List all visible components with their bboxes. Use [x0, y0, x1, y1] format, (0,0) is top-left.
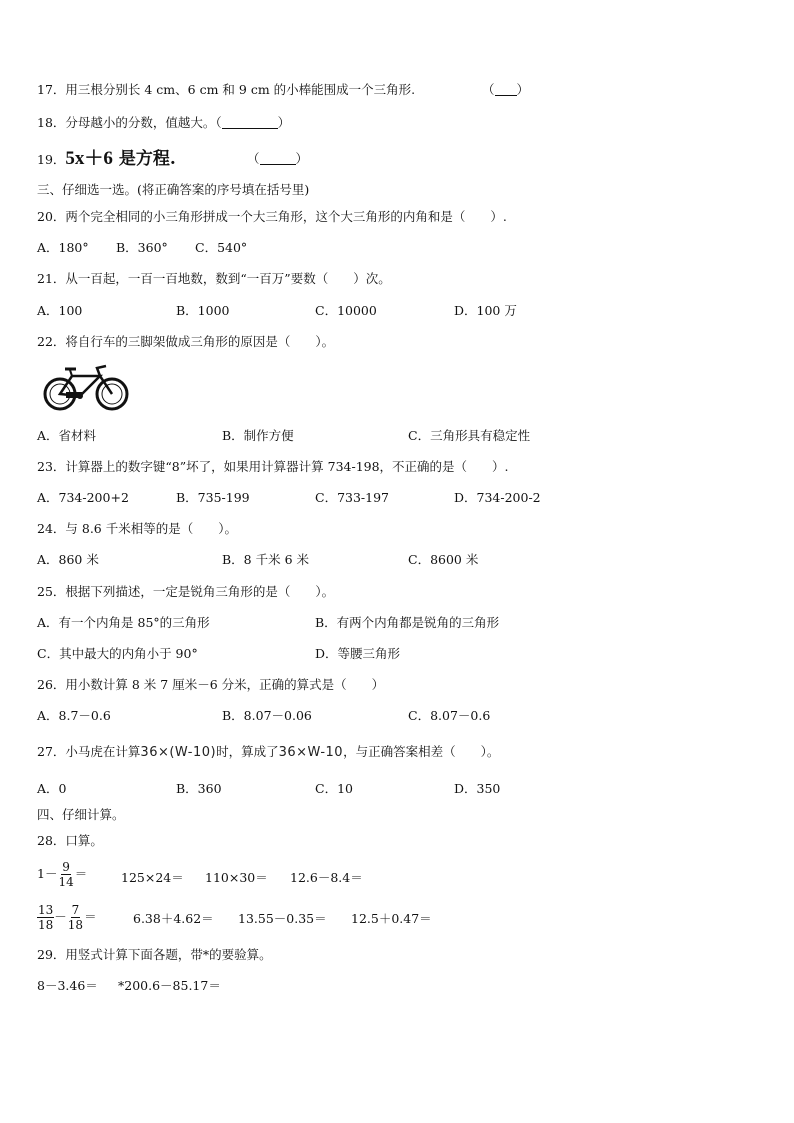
- option-a[interactable]: A．860 米: [37, 552, 99, 567]
- option-b[interactable]: B．360°: [116, 240, 168, 255]
- option-c[interactable]: C．10: [315, 781, 353, 796]
- question-text: 是方程.: [112, 149, 176, 169]
- question-text: 用三根分别长 4 cm、6 cm 和 9 cm 的小棒能围成一个三角形.: [65, 82, 416, 97]
- question-number: 25．: [37, 584, 66, 599]
- option-a[interactable]: A．100: [37, 303, 83, 318]
- equation-expression: 5x＋6: [65, 148, 113, 169]
- question-number: 23．: [37, 459, 66, 474]
- vertical-calc-b: *200.6－85.17＝: [118, 978, 221, 993]
- option-c[interactable]: C．10000: [315, 303, 377, 318]
- option-b[interactable]: B．735-199: [176, 490, 250, 505]
- question-18: 18．分母越小的分数，值越大。（ ）: [37, 115, 291, 130]
- question-number: 20．: [37, 209, 66, 224]
- option-d[interactable]: D．734-200-2: [454, 490, 541, 505]
- question-27: [37, 743, 499, 762]
- fraction: $\frac{9}{14}$: [58, 860, 74, 889]
- question-23: [37, 458, 509, 476]
- question-text: 分母越小的分数，值越大。（: [65, 115, 222, 130]
- question-number: 29．: [37, 947, 66, 962]
- option-b[interactable]: B．有两个内角都是锐角的三角形: [315, 615, 500, 630]
- question-text-part-3: ，与正确答案相差（ ）。: [343, 744, 500, 759]
- question-24: [37, 520, 237, 538]
- option-c[interactable]: C．8600 米: [408, 552, 479, 567]
- option-b[interactable]: B．8 千米 6 米: [222, 552, 310, 567]
- question-28: [37, 832, 103, 850]
- option-c[interactable]: C．733-197: [315, 490, 390, 505]
- oral-calc-1c: 110×30＝: [205, 870, 268, 885]
- option-c[interactable]: C．三角形具有稳定性: [408, 428, 531, 443]
- option-a[interactable]: A．有一个内角是 85°的三角形: [37, 615, 210, 630]
- option-a[interactable]: A．0: [37, 781, 67, 796]
- vertical-calc-a: 8－3.46＝: [37, 978, 98, 993]
- handwritten-expression-2: 36×W-10: [278, 745, 344, 760]
- question-text-part-1: 小马虎在计算: [65, 744, 141, 759]
- question-19: [37, 148, 176, 171]
- question-text: 与 8.6 千米相等的是（ ）。: [65, 521, 237, 536]
- question-number: 27．: [37, 744, 66, 759]
- fraction: $\frac{13}{18}$: [38, 903, 54, 932]
- oral-calc-2c: 13.55－0.35＝: [238, 911, 327, 926]
- oral-calc-2a: $\frac{13}{18}$ － $\frac{7}{18}$ ＝: [38, 903, 97, 932]
- oral-calc-1a: 1－ $\frac{9}{14}$ ＝: [37, 860, 88, 889]
- question-number: 17．: [37, 82, 66, 97]
- option-a[interactable]: A．8.7－0.6: [37, 708, 111, 723]
- option-a[interactable]: A．734-200+2: [37, 490, 129, 505]
- option-a[interactable]: A．省材料: [37, 428, 97, 443]
- option-d[interactable]: D．100 万: [454, 303, 517, 318]
- question-text: 计算器上的数字键“8”坏了，如果用计算器计算 734-198，不正确的是（ ）.: [65, 459, 509, 474]
- question-17: [37, 81, 415, 99]
- question-number: 26．: [37, 677, 66, 692]
- question-25: [37, 583, 334, 601]
- question-number: 19．: [37, 152, 66, 167]
- option-d[interactable]: D．等腰三角形: [315, 646, 401, 661]
- handwritten-expression-1: 36×(W-10): [140, 745, 217, 760]
- question-text: 将自行车的三脚架做成三角形的原因是（ ）。: [65, 334, 335, 349]
- answer-paren-17[interactable]: （ ）: [482, 82, 530, 97]
- question-22: [37, 333, 334, 351]
- option-b[interactable]: B．1000: [176, 303, 230, 318]
- question-text: 根据下列描述，一定是锐角三角形的是（ ）。: [65, 584, 335, 599]
- question-text: 从一百起，一百一百地数，数到“一百万”要数（ ）次。: [65, 271, 391, 286]
- question-number: 28．: [37, 833, 66, 848]
- question-text: 用小数计算 8 米 7 厘米－6 分米，正确的算式是（ ）: [65, 677, 385, 692]
- option-b[interactable]: B．360: [176, 781, 222, 796]
- question-number: 24．: [37, 521, 66, 536]
- question-text: 口算。: [65, 833, 103, 848]
- question-21: [37, 270, 391, 288]
- section-heading-3: 三、仔细选一选。(将正确答案的序号填在括号里): [37, 182, 310, 197]
- question-number: 18．: [37, 115, 66, 130]
- question-number: 22．: [37, 334, 66, 349]
- option-c[interactable]: C．8.07－0.6: [408, 708, 491, 723]
- answer-blank[interactable]: [495, 83, 517, 96]
- question-29: [37, 946, 272, 964]
- answer-blank[interactable]: [260, 152, 296, 165]
- oral-calc-1b: 125×24＝: [121, 870, 184, 885]
- answer-blank[interactable]: [222, 116, 278, 129]
- section-heading-4: 四、仔细计算。: [37, 807, 125, 822]
- bicycle-image: [42, 358, 130, 414]
- option-d[interactable]: D．350: [454, 781, 501, 796]
- fraction: $\frac{7}{18}$: [67, 903, 84, 932]
- oral-calc-2b: 6.38＋4.62＝: [133, 911, 214, 926]
- option-c[interactable]: C．540°: [195, 240, 248, 255]
- answer-paren-19[interactable]: （ ）: [247, 151, 309, 166]
- question-26: [37, 676, 384, 694]
- question-20: [37, 208, 507, 226]
- oral-calc-1d: 12.6－8.4＝: [290, 870, 363, 885]
- question-text: 用竖式计算下面各题，带*的要验算。: [65, 947, 272, 962]
- option-a[interactable]: A．180°: [37, 240, 89, 255]
- question-number: 21．: [37, 271, 66, 286]
- option-c[interactable]: C．其中最大的内角小于 90°: [37, 646, 198, 661]
- question-text-part-2: 时，算成了: [216, 744, 279, 759]
- question-text: 两个完全相同的小三角形拼成一个大三角形，这个大三角形的内角和是（ ）.: [65, 209, 507, 224]
- oral-calc-2d: 12.5＋0.47＝: [351, 911, 432, 926]
- option-b[interactable]: B．8.07－0.06: [222, 708, 312, 723]
- option-b[interactable]: B．制作方便: [222, 428, 294, 443]
